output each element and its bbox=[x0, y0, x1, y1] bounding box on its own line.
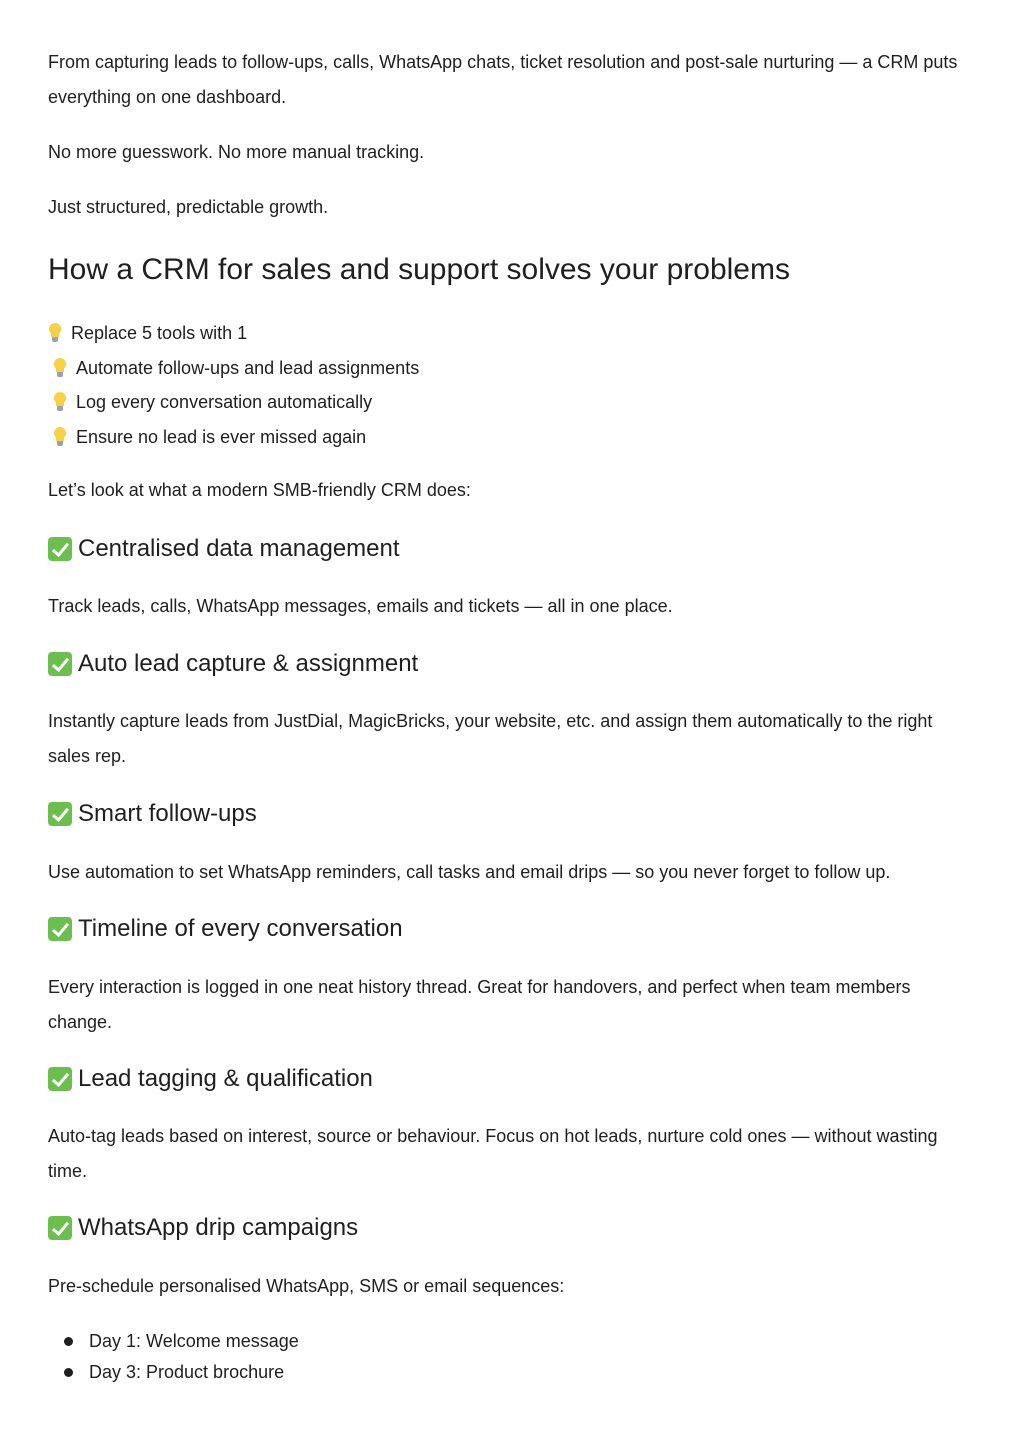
feature-title: Timeline of every conversation bbox=[78, 915, 403, 942]
feature-heading bbox=[48, 913, 403, 945]
list-item bbox=[64, 1357, 284, 1388]
feature-body: Every interaction is logged in one neat history thread. Great for handovers, and perfect when team members change. bbox=[48, 977, 911, 1032]
list-item-text: Day 3: Product brochure bbox=[89, 1362, 285, 1382]
tip-text: Automate follow-ups and lead assignments bbox=[76, 358, 420, 378]
tip-item bbox=[53, 420, 366, 454]
feature-heading bbox=[48, 798, 257, 830]
lightbulb-icon bbox=[53, 427, 67, 447]
feature-heading bbox=[48, 533, 400, 565]
bullet-icon bbox=[64, 1337, 73, 1346]
check-mark-button-icon bbox=[48, 652, 72, 676]
check-mark-button-icon bbox=[48, 1067, 72, 1091]
lightbulb-icon bbox=[53, 392, 67, 412]
lightbulb-icon bbox=[48, 323, 62, 343]
list-item-text: Day 1: Welcome message bbox=[89, 1331, 299, 1351]
intro-paragraph: From capturing leads to follow-ups, calls, WhatsApp chats, ticket resolution and post-sale nurturing — a CRM puts everything on one dashboard. bbox=[48, 52, 958, 107]
check-mark-button-icon bbox=[48, 802, 72, 826]
feature-body: Pre-schedule personalised WhatsApp, SMS or email sequences: bbox=[48, 1276, 565, 1296]
feature-body: Instantly capture leads from JustDial, MagicBricks, your website, etc. and assign them automatically to the right sales rep. bbox=[48, 711, 933, 766]
feature-title: Auto lead capture & assignment bbox=[78, 650, 419, 677]
feature-body: Use automation to set WhatsApp reminders, call tasks and email drips — so you never forget to follow up. bbox=[48, 862, 891, 882]
intro-paragraph-2: No more guesswork. No more manual tracking. bbox=[48, 142, 425, 162]
tip-text: Log every conversation automatically bbox=[76, 392, 373, 412]
tip-text: Replace 5 tools with 1 bbox=[71, 323, 248, 343]
tip-item bbox=[53, 385, 372, 419]
feature-body: Auto-tag leads based on interest, source or behaviour. Focus on hot leads, nurture cold ones — without wasting time. bbox=[48, 1126, 938, 1181]
section-title: How a CRM for sales and support solves your problems bbox=[48, 253, 790, 286]
list-item bbox=[64, 1326, 299, 1357]
lead-in-text: Let’s look at what a modern SMB-friendly CRM does: bbox=[48, 480, 471, 500]
bullet-icon bbox=[64, 1368, 73, 1377]
check-mark-button-icon bbox=[48, 917, 72, 941]
lightbulb-icon bbox=[53, 358, 67, 378]
feature-title: Smart follow-ups bbox=[78, 800, 257, 827]
feature-heading bbox=[48, 648, 418, 680]
feature-title: Centralised data management bbox=[78, 535, 400, 562]
feature-heading bbox=[48, 1063, 373, 1095]
intro-paragraph-3: Just structured, predictable growth. bbox=[48, 197, 329, 217]
check-mark-button-icon bbox=[48, 537, 72, 561]
tip-text: Ensure no lead is ever missed again bbox=[76, 427, 367, 447]
feature-title: WhatsApp drip campaigns bbox=[78, 1214, 359, 1241]
feature-title: Lead tagging & qualification bbox=[78, 1065, 373, 1092]
feature-body: Track leads, calls, WhatsApp messages, emails and tickets — all in one place. bbox=[48, 596, 673, 616]
feature-heading bbox=[48, 1212, 358, 1244]
check-mark-button-icon bbox=[48, 1216, 72, 1240]
tip-item bbox=[53, 351, 419, 385]
tip-item bbox=[48, 316, 247, 350]
